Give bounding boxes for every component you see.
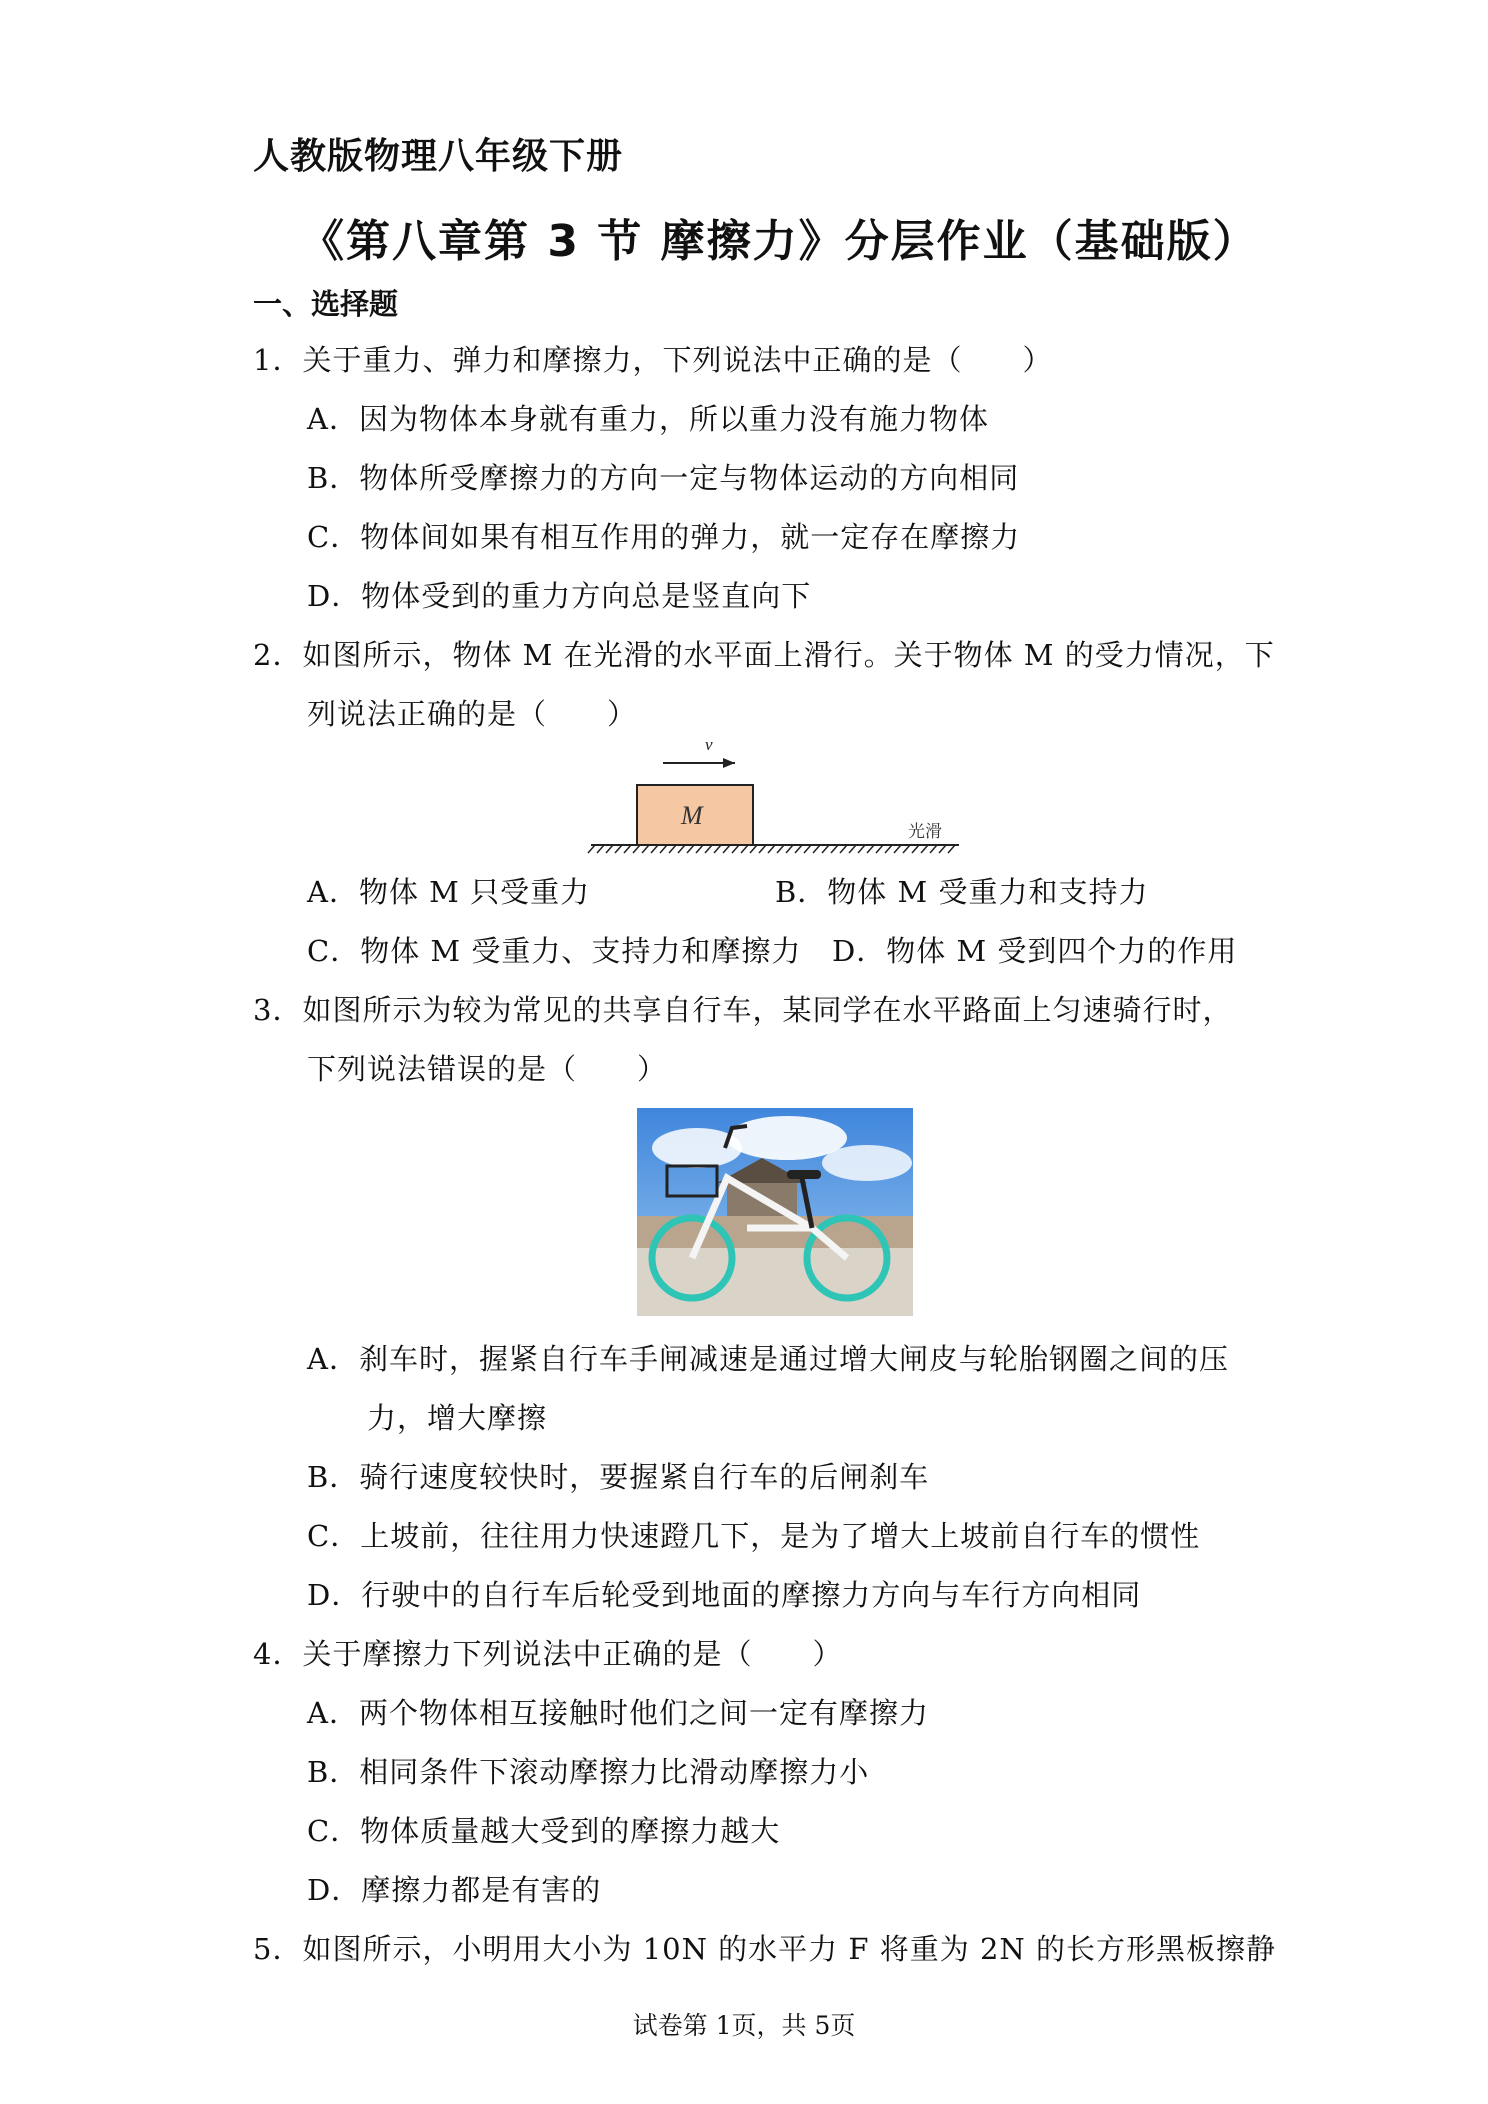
question-3-stem: 3．如图所示为较为常见的共享自行车，某同学在水平路面上匀速骑行时， <box>253 993 1233 1027</box>
hatch-mark <box>894 845 901 853</box>
question-1-option-d: D．物体受到的重力方向总是竖直向下 <box>307 579 812 613</box>
cloud <box>822 1145 912 1181</box>
question-3-option-b: B．骑行速度较快时，要握紧自行车的后闸刹车 <box>307 1460 930 1494</box>
pavement <box>637 1248 913 1316</box>
question-1-stem: 1．关于重力、弹力和摩擦力，下列说法中正确的是（ ） <box>253 343 1053 377</box>
question-3-option-a-continued: 力，增大摩擦 <box>367 1401 548 1435</box>
question-2-option-d: D．物体 M 受到四个力的作用 <box>832 934 1238 968</box>
hatch-mark <box>597 845 604 853</box>
hatch-mark <box>624 845 631 853</box>
question-2-option-a: A．物体 M 只受重力 <box>307 875 591 909</box>
hatch-mark <box>588 845 595 853</box>
hatch-mark <box>939 845 946 853</box>
hatch-mark <box>849 845 856 853</box>
question-4-stem: 4．关于摩擦力下列说法中正确的是（ ） <box>253 1637 843 1671</box>
hatch-mark <box>840 845 847 853</box>
hatch-mark <box>615 845 622 853</box>
question-2-option-b: B．物体 M 受重力和支持力 <box>775 875 1149 909</box>
velocity-label: v <box>705 735 713 754</box>
hatch-mark <box>651 845 658 853</box>
hatch-mark <box>912 845 919 853</box>
question-2-stem-continued: 列说法正确的是（ ） <box>307 697 638 731</box>
question-2-option-c: C．物体 M 受重力、支持力和摩擦力 <box>307 934 802 968</box>
hatch-mark <box>732 845 739 853</box>
hatch-mark <box>723 845 730 853</box>
hatch-mark <box>948 845 955 853</box>
surface-label: 光滑 <box>908 822 942 842</box>
hatch-mark <box>858 845 865 853</box>
hatch-mark <box>714 845 721 853</box>
hatch-mark <box>750 845 757 853</box>
question-4-option-a: A．两个物体相互接触时他们之间一定有摩擦力 <box>307 1696 929 1730</box>
hatch-mark <box>642 845 649 853</box>
hatch-mark <box>921 845 928 853</box>
hatch-mark <box>660 845 667 853</box>
section-heading: 一、选择题 <box>253 287 399 321</box>
hatch-mark <box>741 845 748 853</box>
hatch-mark <box>930 845 937 853</box>
question-3-option-c: C．上坡前，往往用力快速蹬几下，是为了增大上坡前自行车的惯性 <box>307 1519 1201 1553</box>
hatch-mark <box>903 845 910 853</box>
saddle <box>787 1170 821 1179</box>
question-3-option-a: A．刹车时，握紧自行车手闸减速是通过增大闸皮与轮胎钢圈之间的压 <box>307 1342 1229 1376</box>
question-2-stem: 2．如图所示，物体 M 在光滑的水平面上滑行。关于物体 M 的受力情况，下 <box>253 638 1275 672</box>
hatch-mark <box>876 845 883 853</box>
hatch-mark <box>804 845 811 853</box>
ground-hatching <box>588 845 955 853</box>
hatch-mark <box>831 845 838 853</box>
hatch-mark <box>768 845 775 853</box>
hatch-mark <box>705 845 712 853</box>
hatch-mark <box>777 845 784 853</box>
hatch-mark <box>669 845 676 853</box>
question-1-option-b: B．物体所受摩擦力的方向一定与物体运动的方向相同 <box>307 461 1020 495</box>
sliding-block-diagram <box>585 735 965 855</box>
hatch-mark <box>822 845 829 853</box>
worksheet-title: 《第八章第 3 节 摩擦力》分层作业（基础版） <box>300 216 1259 267</box>
question-4-option-d: D．摩擦力都是有害的 <box>307 1873 602 1907</box>
hatch-mark <box>867 845 874 853</box>
hatch-mark <box>696 845 703 853</box>
textbook-title: 人教版物理八年级下册 <box>253 136 624 177</box>
question-5-stem: 5．如图所示，小明用大小为 10N 的水平力 F 将重为 2N 的长方形黑板擦静 <box>253 1932 1276 1966</box>
hatch-mark <box>885 845 892 853</box>
question-1-option-c: C．物体间如果有相互作用的弹力，就一定存在摩擦力 <box>307 520 1021 554</box>
page-footer: 试卷第 1页，共 5页 <box>632 2011 856 2040</box>
question-1-option-a: A．因为物体本身就有重力，所以重力没有施力物体 <box>307 402 989 436</box>
question-4-option-b: B．相同条件下滚动摩擦力比滑动摩擦力小 <box>307 1755 870 1789</box>
hatch-mark <box>687 845 694 853</box>
hatch-mark <box>633 845 640 853</box>
hatch-mark <box>786 845 793 853</box>
shared-bicycle-photo <box>637 1108 913 1316</box>
block-label: M <box>681 801 703 830</box>
question-3-option-d: D．行驶中的自行车后轮受到地面的摩擦力方向与车行方向相同 <box>307 1578 1142 1612</box>
question-3-stem-continued: 下列说法错误的是（ ） <box>307 1052 668 1086</box>
question-4-option-c: C．物体质量越大受到的摩擦力越大 <box>307 1814 781 1848</box>
hatch-mark <box>813 845 820 853</box>
hatch-mark <box>759 845 766 853</box>
hatch-mark <box>606 845 613 853</box>
hatch-mark <box>795 845 802 853</box>
hatch-mark <box>678 845 685 853</box>
velocity-arrow-head <box>723 758 735 768</box>
